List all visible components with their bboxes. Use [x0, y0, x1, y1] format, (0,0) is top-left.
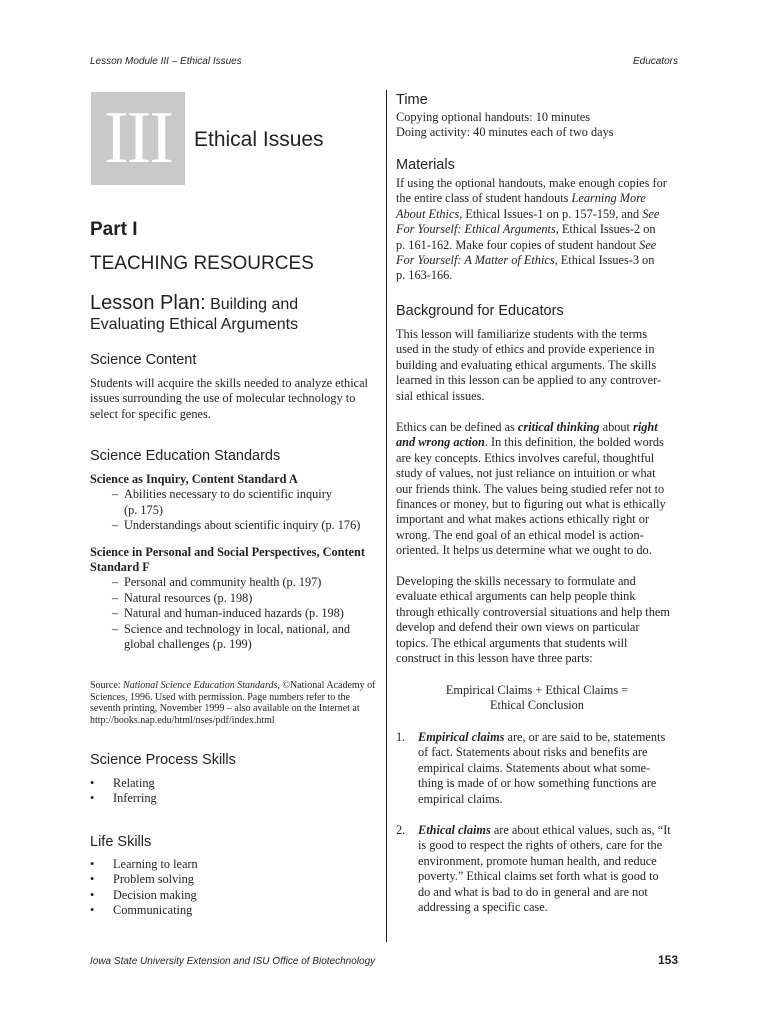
materials-text: [396, 176, 678, 284]
background-paragraph-3: [396, 574, 678, 666]
list-item-continuation: (p. 175): [124, 502, 163, 517]
module-number: III: [104, 97, 172, 179]
bullet-marker: •: [90, 857, 95, 871]
list-item-text: Understandings about scientific inquiry (p. 176): [124, 518, 361, 533]
part-heading: Part I: [90, 219, 138, 240]
standard-a-title: Science as Inquiry, Content Standard A: [90, 472, 298, 486]
formula-line: Ethical Conclusion: [490, 698, 584, 713]
source-line: Sciences, 1996. Used with permission. Page numbers refer to the: [90, 691, 350, 703]
dash-marker: –: [112, 606, 119, 621]
dash-marker: –: [112, 575, 119, 590]
text-line: study of values, not just reliance on intuition or what: [396, 466, 656, 481]
handout-title: About Ethics: [396, 206, 460, 221]
item-number: 2.: [396, 823, 406, 837]
text-line: select for specific genes.: [90, 406, 211, 421]
text-line: This lesson will familiarize students with the terms: [396, 327, 648, 341]
list-item: [90, 622, 382, 637]
process-skills-list: [90, 776, 382, 807]
life-skills-list: [90, 857, 382, 919]
lesson-plan-title-line2: Evaluating Ethical Arguments: [90, 316, 299, 333]
dash-marker: –: [112, 621, 119, 636]
text-line: [396, 191, 678, 206]
text-line: do and what is bad to do in general and are not: [418, 884, 648, 899]
text-line: sial ethical issues.: [396, 388, 485, 403]
source-text: , ©National Academy of: [277, 680, 376, 691]
numbered-item-first-line: [396, 730, 678, 745]
materials-heading: Materials: [396, 157, 455, 173]
text-line: evaluate ethical arguments can help people think: [396, 589, 636, 604]
text-span: , Ethical Issues-3 on: [554, 253, 655, 268]
module-number-badge: [91, 92, 185, 185]
time-text: [396, 110, 678, 141]
text-line: Copying optional handouts: 10 minutes: [396, 110, 591, 124]
text-line: If using the optional handouts, make enough copies for: [396, 176, 667, 190]
text-span: are, or are said to be, statements: [504, 730, 666, 744]
numbered-item: [396, 823, 678, 915]
list-item-text: Inferring: [113, 791, 157, 806]
text-line: our friends think. The values being studied refer not to: [396, 481, 665, 496]
module-title: Ethical Issues: [194, 128, 324, 151]
source-prefix: Source:: [90, 680, 124, 691]
text-line: [396, 435, 678, 450]
handout-title: For Yourself: Ethical Arguments: [396, 222, 556, 237]
list-item: [90, 776, 382, 791]
key-term: right: [633, 420, 658, 434]
standard-f-title-line1: Science in Personal and Social Perspectives, Content: [90, 544, 365, 559]
footer-credit: Iowa State University Extension and ISU Office of Biotechnology: [90, 956, 376, 967]
lesson-plan-title-line1: [90, 292, 298, 315]
text-line: Doing activity: 40 minutes each of two days: [396, 125, 614, 140]
argument-formula: [396, 683, 678, 714]
text-span: about: [599, 420, 634, 434]
source-line: seventh printing, November 1999 – also available on the Internet at: [90, 703, 360, 715]
text-line: Students will acquire the skills needed to analyze ethical: [90, 376, 368, 390]
standard-f-title-line2: Standard F: [90, 560, 150, 575]
text-line: empirical claims.: [418, 791, 503, 806]
column-divider: [386, 90, 387, 942]
dash-marker: –: [112, 590, 119, 605]
text-line: construct in this lesson have three parts:: [396, 651, 593, 666]
list-item: [90, 857, 382, 872]
text-span: p. 161-162. Make four copies of student handout: [396, 237, 640, 252]
text-line: [396, 238, 678, 253]
list-item-continuation: global challenges (p. 199): [124, 637, 252, 652]
text-line: addressing a specific case.: [418, 900, 548, 915]
list-item: [90, 903, 382, 918]
list-item: [90, 791, 382, 806]
standards-block: [90, 472, 382, 652]
handout-title: Learning More: [571, 191, 646, 206]
background-paragraph-2: [396, 420, 678, 559]
text-line: [396, 253, 678, 268]
text-line: poverty.” Ethical claims set forth what is good to: [418, 869, 659, 884]
text-line: thing is made of or how something functions are: [418, 776, 657, 791]
list-item-text: Science and technology in local, national, and: [124, 621, 351, 636]
list-item: [90, 606, 382, 621]
list-item: [90, 575, 382, 590]
key-term: critical thinking: [517, 420, 600, 434]
text-line: is good to respect the rights of others, care for the: [418, 838, 663, 853]
science-content-text: [90, 376, 382, 422]
text-line: environment, promote human health, and reduce: [418, 853, 657, 868]
running-header-left: Lesson Module III – Ethical Issues: [90, 56, 242, 67]
bullet-marker: •: [90, 903, 95, 918]
text-line: p. 163-166.: [396, 268, 453, 283]
bullet-marker: •: [90, 872, 95, 887]
dash-marker: –: [112, 487, 119, 502]
formula-line: Empirical Claims + Ethical Claims =: [445, 683, 629, 697]
text-line: develop and defend their own views on particular: [396, 620, 640, 635]
time-heading: Time: [396, 92, 428, 108]
text-line: of fact. Statements about risks and benefits are: [418, 745, 648, 760]
text-span: Ethics can be defined as: [396, 420, 518, 434]
text-span: . In this definition, the bolded words: [484, 435, 664, 450]
source-url: http://books.nap.edu/html/nses/pdf/index.html: [90, 715, 275, 727]
text-line: important and what makes actions ethically right or: [396, 512, 650, 527]
lesson-plan-label: Lesson Plan:: [90, 292, 206, 314]
text-span: , Ethical Issues-2 on: [555, 222, 656, 237]
text-line: learned in this lesson can be applied to any controver-: [396, 373, 662, 388]
list-item-text: Natural resources (p. 198): [124, 590, 253, 605]
text-line: through ethically controversial situations and help them: [396, 604, 670, 619]
key-term: and wrong action: [396, 435, 485, 450]
running-header-right: Educators: [632, 56, 678, 67]
list-item-text: Decision making: [113, 887, 197, 902]
background-heading: Background for Educators: [396, 303, 564, 319]
text-line: are key concepts. Ethics involves careful, thoughtful: [396, 450, 655, 465]
list-item-text: Problem solving: [113, 872, 194, 887]
claim-term: Empirical claims: [418, 730, 505, 744]
science-content-heading: Science Content: [90, 352, 197, 368]
text-span: , Ethical Issues-1 on p. 157-159, and: [459, 206, 643, 221]
bullet-marker: •: [90, 791, 95, 806]
source-title: National Science Education Standards: [123, 680, 278, 691]
life-skills-heading: Life Skills: [90, 834, 152, 850]
list-item-text: Learning to learn: [113, 857, 198, 871]
handout-title: For Yourself: A Matter of Ethics: [396, 253, 555, 268]
list-item-text: Personal and community health (p. 197): [124, 575, 322, 590]
text-span: the entire class of student handouts: [396, 191, 572, 206]
standards-heading: Science Education Standards: [90, 448, 281, 464]
list-item-text: Communicating: [113, 903, 193, 918]
text-line: topics. The ethical arguments that students will: [396, 635, 628, 650]
list-item: [90, 487, 382, 502]
text-line: [396, 420, 678, 435]
bullet-marker: •: [90, 776, 95, 790]
numbered-item-first-line: [396, 823, 678, 838]
text-line: Developing the skills necessary to formulate and: [396, 574, 636, 588]
text-line: finances or money, but to figuring out what is ethically: [396, 497, 666, 512]
text-line: issues surrounding the use of molecular technology to: [90, 391, 356, 406]
background-paragraph-1: [396, 327, 678, 404]
handout-title: See: [639, 237, 657, 252]
handout-title: See: [642, 206, 660, 221]
list-item: [90, 518, 382, 533]
numbered-item: [396, 730, 678, 807]
text-line: [396, 207, 678, 222]
page-number: 153: [657, 953, 678, 967]
list-item: [90, 888, 382, 903]
lesson-plan-title-part1: Building and: [210, 296, 299, 313]
text-line: empirical claims. Statements about what some-: [418, 760, 651, 775]
item-number: 1.: [396, 730, 406, 744]
text-span: are about ethical values, such as, “It: [490, 823, 671, 837]
text-line: used in the study of ethics and provide experience in: [396, 342, 655, 357]
teaching-resources-heading: TEACHING RESOURCES: [90, 253, 314, 274]
bullet-marker: •: [90, 887, 95, 902]
source-line: [90, 680, 380, 692]
list-item: [90, 872, 382, 887]
text-line: wrong. The end goal of an ethical model is action-: [396, 527, 644, 542]
dash-marker: –: [112, 518, 119, 533]
claim-term: Ethical claims: [418, 823, 491, 837]
text-line: oriented. It helps us determine what we ought to do.: [396, 543, 652, 558]
list-item: [90, 591, 382, 606]
text-line: building and evaluating ethical arguments. The skills: [396, 357, 657, 372]
list-item-text: Natural and human-induced hazards (p. 198): [124, 606, 344, 621]
list-item-text: Abilities necessary to do scientific inquiry: [124, 487, 332, 502]
text-line: [396, 222, 678, 237]
process-skills-heading: Science Process Skills: [90, 752, 236, 768]
source-note: [90, 680, 380, 727]
list-item-text: Relating: [113, 776, 155, 790]
